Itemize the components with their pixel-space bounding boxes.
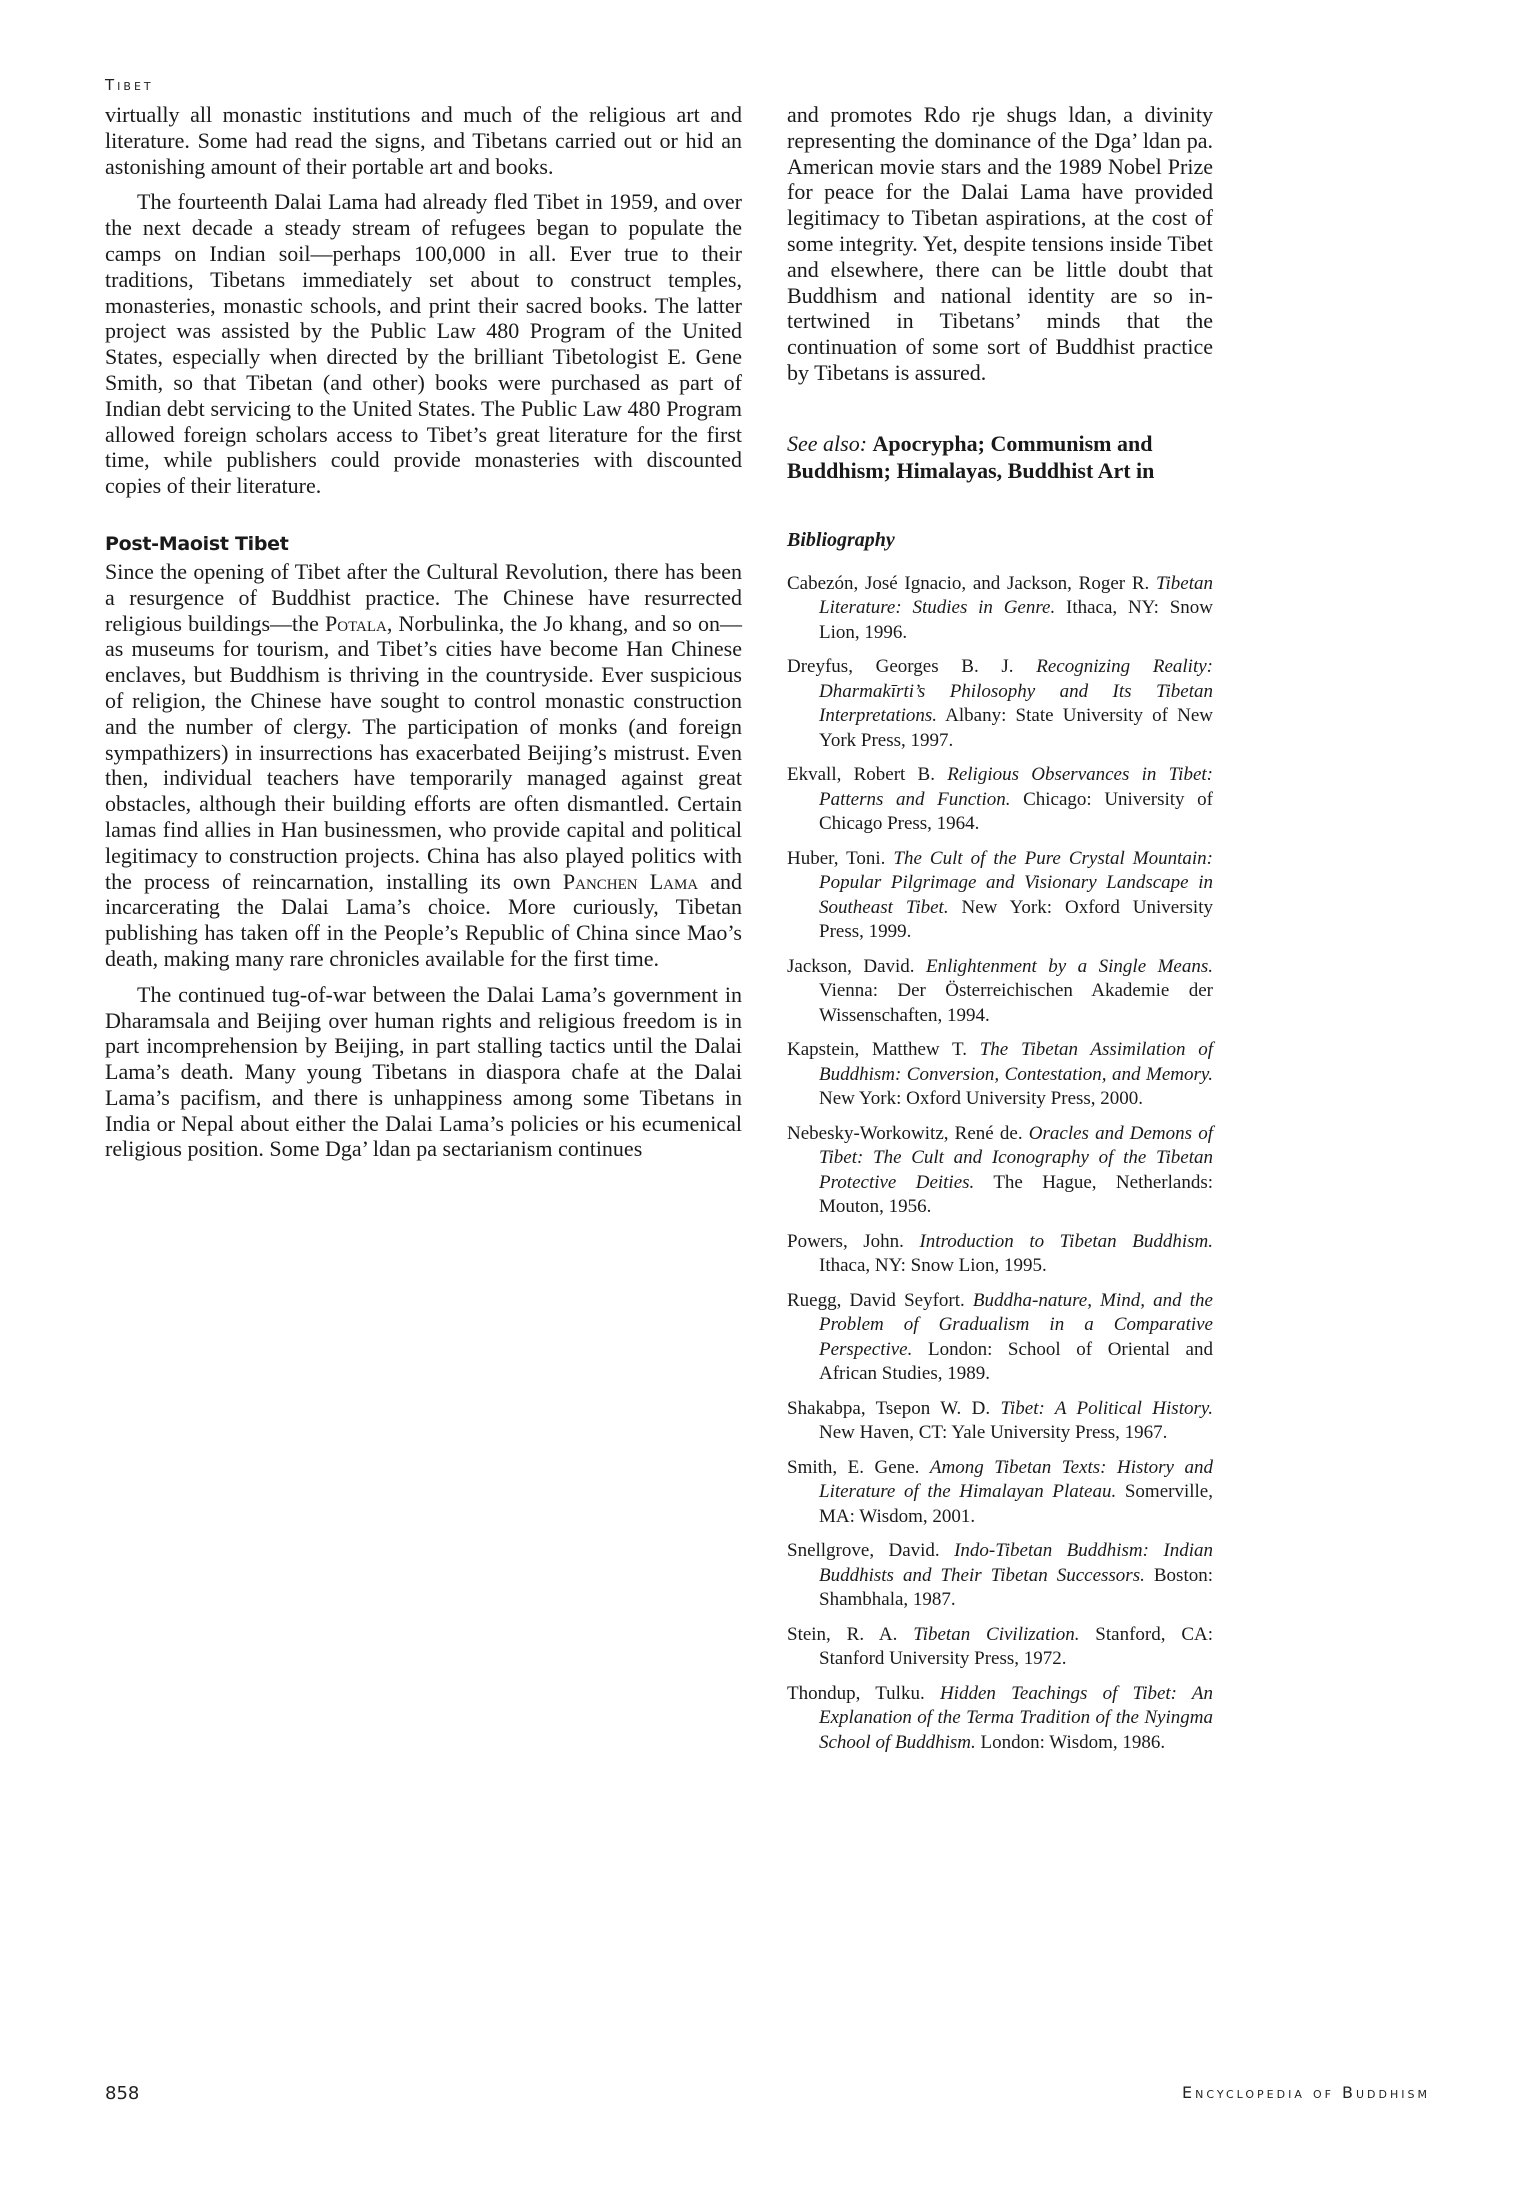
see-also-link[interactable]: Himalayas, Buddhist Art in bbox=[896, 457, 1155, 483]
bibliography-entry bbox=[787, 1623, 1213, 1672]
bib-title: Hidden Teachings of Tibet: An Explanation of the Terma Tradition of the Nyingma School of Buddhism. bbox=[819, 1682, 1213, 1753]
bibliography-entry bbox=[787, 1682, 1213, 1756]
section-heading: Post-Maoist Tibet bbox=[105, 532, 289, 555]
bibliography-entry bbox=[787, 763, 1213, 837]
text-run: and incarcerating the Dalai Lama’s choice. More curiously, Tibetan publishing has taken off in the People’s Republic of China since Mao’s death, making many rare chronicles available for the first time. bbox=[105, 868, 742, 971]
bib-author: Cabezón, José Ignacio, and Jackson, Roger R. bbox=[787, 572, 1156, 594]
bib-publication: Boston: Shambhala, 1987. bbox=[819, 1564, 1214, 1611]
bib-publication: Ithaca, NY: Snow Lion, 1996. bbox=[819, 597, 1214, 643]
bibliography-entry bbox=[787, 572, 1213, 646]
see-also-link[interactable]: Communism and Buddhism bbox=[787, 430, 1153, 483]
bib-publication: London: Wisdom, 1986. bbox=[975, 1731, 1166, 1753]
bib-author: Ruegg, David Seyfort. bbox=[787, 1289, 973, 1311]
see-also-refs: Apocrypha; Communism and Buddhism; Himalayas, Buddhist Art in bbox=[787, 430, 1155, 483]
running-head: Tibet bbox=[105, 76, 154, 94]
see-also-label: See also: bbox=[787, 430, 868, 456]
bibliography-entry bbox=[787, 847, 1213, 945]
bib-publication: Vienna: Der Österreichischen Akademie der Wissenschaften, 1994. bbox=[819, 980, 1213, 1026]
bibliography-list bbox=[787, 572, 1213, 1756]
bibliography-entry bbox=[787, 1230, 1213, 1279]
bibliography-heading: Bibliography bbox=[787, 528, 895, 551]
text-run: , Norbulinka, the Jo khang, and so on—as museums for tourism, and Tibet’s cities have become Han Chinese enclaves, but Buddhism is thriving in the countryside. Ever suspicious of religion, the Chinese have sought to control monastic construction and the number of clergy. The participation of monks (and foreign sympathizers) in insurrections has exacerbated Beijing’s mistrust. Even then, individual teachers have temporarily managed against great obstacles, although their building efforts are often dismantled. Certain lamas find allies in Han businessmen, who provide capital and political legitimacy to construction projects. China has also played politics with the process of reincarnation, installing its own bbox=[105, 610, 743, 894]
bib-title: Oracles and Demons of Tibet: The Cult and Iconography of the Tibetan Protective Deities. bbox=[819, 1122, 1213, 1193]
bib-author: Shakabpa, Tsepon W. D. bbox=[787, 1397, 1001, 1419]
bib-title: Religious Observances in Tibet: Patterns and Function. bbox=[819, 764, 1213, 810]
page-number: 858 bbox=[105, 2083, 140, 2104]
right-column bbox=[787, 102, 1213, 1765]
bibliography-entry bbox=[787, 1038, 1213, 1112]
bib-title: Introduction to Tibetan Buddhism. bbox=[919, 1230, 1213, 1252]
cross-reference-link[interactable]: Potala bbox=[325, 610, 387, 636]
bib-publication: London: School of Oriental and African Studies, 1989. bbox=[819, 1338, 1213, 1385]
bib-title: The Cult of the Pure Crystal Mountain: Popular Pilgrimage and Visionary Landscape in Southeast Tibet. bbox=[819, 847, 1213, 918]
bib-title: Indo-Tibetan Buddhism: Indian Buddhists and Their Tibetan Successors. bbox=[819, 1540, 1213, 1586]
bibliography-entry bbox=[787, 1122, 1213, 1220]
bib-publication: New York: Oxford University Press, 1999. bbox=[819, 896, 1213, 943]
bib-author: Smith, E. Gene. bbox=[787, 1456, 930, 1478]
bib-author: Dreyfus, Georges B. J. bbox=[787, 656, 1037, 678]
bib-title: Tibet: A Political History. bbox=[1000, 1397, 1213, 1419]
bib-publication: The Hague, Netherlands: Mouton, 1956. bbox=[819, 1171, 1213, 1218]
body-paragraph: and promotes Rdo rje shugs ldan, a divinity representing the dominance of the Dga’ ldan pa. American movie stars and the 1989 Nobel Prize for peace for the Dalai Lama have provided legitimacy to Tibetan aspirations, at the cost of some integrity. Yet, despite tensions inside Tibet and elsewhere, there can be little doubt that Buddhism and national identity are so intertwined in Tibetans’ minds that the continuation of some sort of Buddhist practice by Tibetans is assured. bbox=[787, 102, 1213, 385]
bib-author: Nebesky-Workowitz, René de. bbox=[787, 1122, 1029, 1144]
running-foot: Encyclopedia of Buddhism bbox=[1182, 2083, 1430, 2102]
cross-reference-link[interactable]: Panchen Lama bbox=[562, 868, 699, 894]
bib-author: Snellgrove, David. bbox=[787, 1540, 955, 1562]
bib-author: Huber, Toni. bbox=[787, 847, 894, 869]
bib-title: Recognizing Reality: Dharmakīrti’s Philosophy and Its Tibetan Interpretations. bbox=[819, 656, 1213, 727]
see-also bbox=[787, 430, 1213, 484]
bib-title: Among Tibetan Texts: History and Literature of the Himalayan Plateau. bbox=[819, 1456, 1213, 1503]
left-column bbox=[105, 102, 742, 1172]
bib-author: Ekvall, Robert B. bbox=[787, 764, 948, 786]
bibliography-entry bbox=[787, 655, 1213, 753]
bib-publication: New York: Oxford University Press, 2000. bbox=[819, 1088, 1144, 1110]
body-paragraph: The continued tug-of-war between the Dalai Lama’s government in Dharamsala and Beijing over human rights and religious freedom is in part incomprehension by Beijing, in part stalling tactics until the Dalai Lama’s death. Many young Tibetans in diaspora chafe at the Dalai Lama’s pacifism, and there is unhappiness among some Tibetans in India or Nepal about either the Dalai Lama’s policies or his ecumenical religious position. Some Dga’ ldan pa sectarianism continues bbox=[105, 981, 742, 1162]
bibliography-entry bbox=[787, 1289, 1213, 1387]
bib-title: Enlightenment by a Single Means. bbox=[926, 955, 1213, 977]
bib-publication: Albany: State University of New York Press, 1997. bbox=[819, 705, 1213, 751]
bib-author: Kapstein, Matthew T. bbox=[787, 1039, 980, 1061]
bib-title: Tibetan Civilization. bbox=[913, 1623, 1080, 1645]
bib-publication: Chicago: University of Chicago Press, 1964. bbox=[819, 788, 1213, 835]
bib-author: Thondup, Tulku. bbox=[787, 1682, 940, 1704]
bib-publication: Somerville, MA: Wisdom, 2001. bbox=[819, 1481, 1213, 1527]
text-run: Since the opening of Tibet after the Cultural Revolution, there has been a resurgence of Buddhist practice. The Chinese have resurrected religious buildings—the bbox=[105, 558, 742, 636]
bib-publication: Ithaca, NY: Snow Lion, 1995. bbox=[819, 1255, 1047, 1277]
bib-publication: New Haven, CT: Yale University Press, 1967. bbox=[819, 1422, 1168, 1444]
bibliography-entry bbox=[787, 1539, 1213, 1613]
body-paragraph: The fourteenth Dalai Lama had already fled Tibet in 1959, and over the next decade a steady stream of refugees began to populate the camps on Indian soil—perhaps 100,000 in all. Ever true to their traditions, Tibetans immediately set about to construct temples, monasteries, monastic schools, and print their sacred books. The latter project was assisted by the Public Law 480 Program of the United States, especially when directed by the brilliant Tibetologist E. Gene Smith, so that Tibetan (and other) books were purchased as part of Indian debt servicing to the United States. The Public Law 480 Program allowed foreign scholars access to Tibet’s great literature for the first time, while publishers could provide monasteries with discounted copies of their literature. bbox=[105, 189, 742, 499]
bib-author: Stein, R. A. bbox=[787, 1623, 914, 1645]
body-paragraph bbox=[105, 559, 742, 972]
bib-author: Jackson, David. bbox=[787, 955, 927, 977]
bib-title: Tibetan Literature: Studies in Genre. bbox=[819, 572, 1213, 619]
body-paragraph: virtually all monastic institutions and much of the religious art and literature. Some had read the signs, and Tibetans carried out or hid an astonishing amount of their portable art and books. bbox=[105, 102, 742, 179]
bib-title: Buddha-nature, Mind, and the Problem of Gradualism in a Comparative Perspective. bbox=[819, 1289, 1213, 1360]
bibliography-entry bbox=[787, 955, 1213, 1029]
bibliography-entry bbox=[787, 1397, 1213, 1446]
bib-publication: Stanford, CA: Stanford University Press, 1972. bbox=[819, 1623, 1214, 1670]
bib-author: Powers, John. bbox=[787, 1230, 920, 1252]
see-also-link[interactable]: Apocrypha bbox=[872, 430, 978, 456]
bib-title: The Tibetan Assimilation of Buddhism: Conversion, Contestation, and Memory. bbox=[819, 1039, 1213, 1085]
bibliography-entry bbox=[787, 1456, 1213, 1530]
